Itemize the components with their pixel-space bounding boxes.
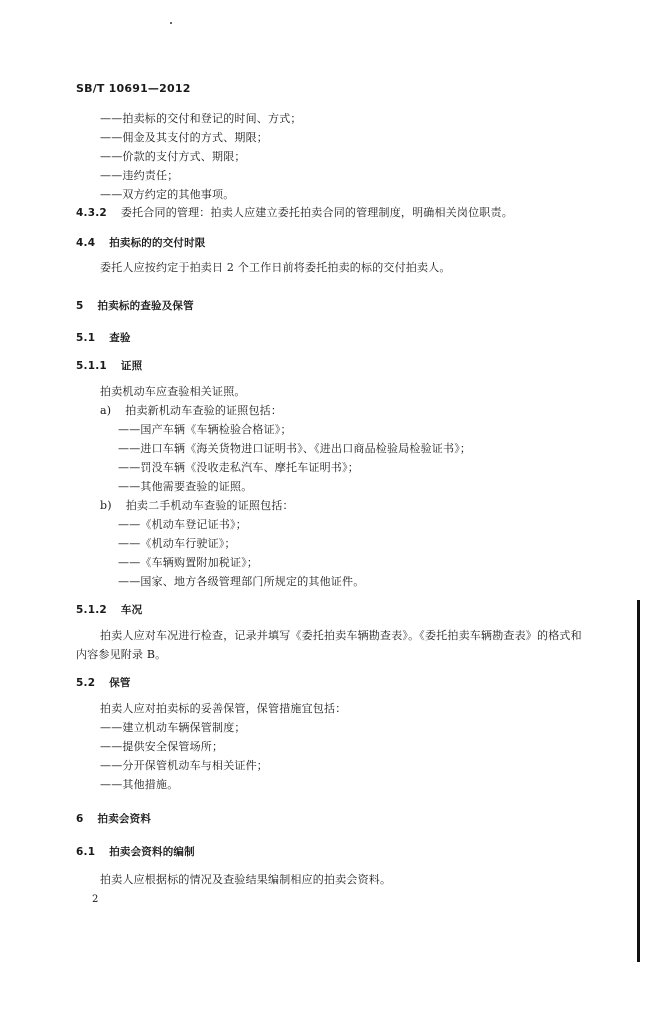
section-number: 5.2: [76, 677, 96, 689]
section-title: 保管: [109, 677, 131, 689]
list-item: ——罚没车辆《没收走私汽车、摩托车证明书》；: [118, 461, 359, 474]
list-item: ——拍卖标的交付和登记的时间、方式；: [100, 112, 302, 125]
list-item: ——《车辆购置附加税证》；: [118, 556, 259, 569]
section-5-1-2-heading: [76, 603, 142, 617]
list-item: ——分开保管机动车与相关证件；: [100, 759, 268, 772]
section-number: 5.1.1: [76, 360, 107, 372]
section-number: 5: [76, 300, 84, 312]
standard-code-header: SB/T 10691—2012: [76, 82, 191, 95]
section-6-1-heading: [76, 845, 195, 859]
clause-4-3-2: [76, 206, 513, 220]
page-number: 2: [92, 894, 99, 905]
scan-edge-line: [637, 600, 640, 962]
list-item: ——《机动车行驶证》；: [118, 537, 236, 550]
section-number: 4.4: [76, 237, 96, 249]
list-item: ——进口车辆《海关货物进口证明书》、《进出口商品检验局检验证书》；: [118, 442, 472, 455]
list-item: ——违约责任；: [100, 169, 179, 182]
list-item: ——国产车辆《车辆检验合格证》；: [118, 423, 292, 436]
section-number: 5.1.2: [76, 604, 107, 616]
section-5-1-2-body-line1: 拍卖人应对车况进行检查，记录并填写《委托拍卖车辆勘查表》。《委托拍卖车辆勘查表》的格式和: [100, 629, 582, 642]
section-5-1-2-body-line2: 内容参见附录 B。: [76, 648, 167, 661]
section-4-4-body: 委托人应按约定于拍卖日 2 个工作日前将委托拍卖的标的交付拍卖人。: [100, 261, 451, 274]
list-intro: 拍卖二手机动车查验的证照包括：: [125, 499, 294, 512]
section-6-1-body: 拍卖人应根据标的情况及查验结果编制相应的拍卖会资料。: [100, 873, 392, 886]
list-item: ——《机动车登记证书》；: [118, 518, 247, 531]
section-5-2-intro: 拍卖人应对拍卖标的妥善保管，保管措施宜包括：: [100, 702, 347, 715]
section-title: 拍卖标的查验及保管: [97, 300, 194, 312]
list-item: ——其他措施。: [100, 778, 179, 791]
list-item: ——佣金及其支付的方式、期限；: [100, 131, 268, 144]
clause-text: 委托合同的管理：拍卖人应建立委托拍卖合同的管理制度，明确相关岗位职责。: [120, 206, 513, 219]
scan-speck: [170, 22, 172, 24]
section-title: 拍卖会资料: [97, 813, 152, 825]
list-intro: 拍卖新机动车查验的证照包括：: [125, 404, 283, 417]
list-item: ——价款的支付方式、期限；: [100, 150, 246, 163]
section-5-1-1-heading: [76, 359, 142, 373]
list-item: ——提供安全保管场所；: [100, 740, 224, 753]
section-number: 6: [76, 813, 84, 825]
list-b-heading: [100, 499, 294, 513]
section-4-4-heading: [76, 236, 206, 250]
list-label: b): [100, 499, 112, 512]
list-item: ——其他需要查验的证照。: [118, 480, 253, 493]
list-label: a): [100, 404, 112, 417]
section-5-heading: [76, 299, 194, 313]
clause-number: 4.3.2: [76, 207, 107, 219]
section-title: 拍卖会资料的编制: [109, 846, 195, 858]
section-5-1-1-intro: 拍卖机动车应查验相关证照。: [100, 385, 246, 398]
section-title: 拍卖标的的交付时限: [109, 237, 206, 249]
section-5-1-heading: [76, 331, 131, 345]
list-item: ——国家、地方各级管理部门所规定的其他证件。: [118, 575, 365, 588]
section-title: 证照: [120, 360, 143, 372]
list-a-heading: [100, 404, 282, 418]
section-6-heading: [76, 812, 151, 826]
section-number: 5.1: [76, 332, 96, 344]
section-title: 查验: [109, 332, 131, 344]
section-5-2-heading: [76, 676, 131, 690]
list-item: ——建立机动车辆保管制度；: [100, 721, 246, 734]
list-item: ——双方约定的其他事项。: [100, 188, 235, 201]
section-number: 6.1: [76, 846, 96, 858]
section-title: 车况: [120, 604, 143, 616]
